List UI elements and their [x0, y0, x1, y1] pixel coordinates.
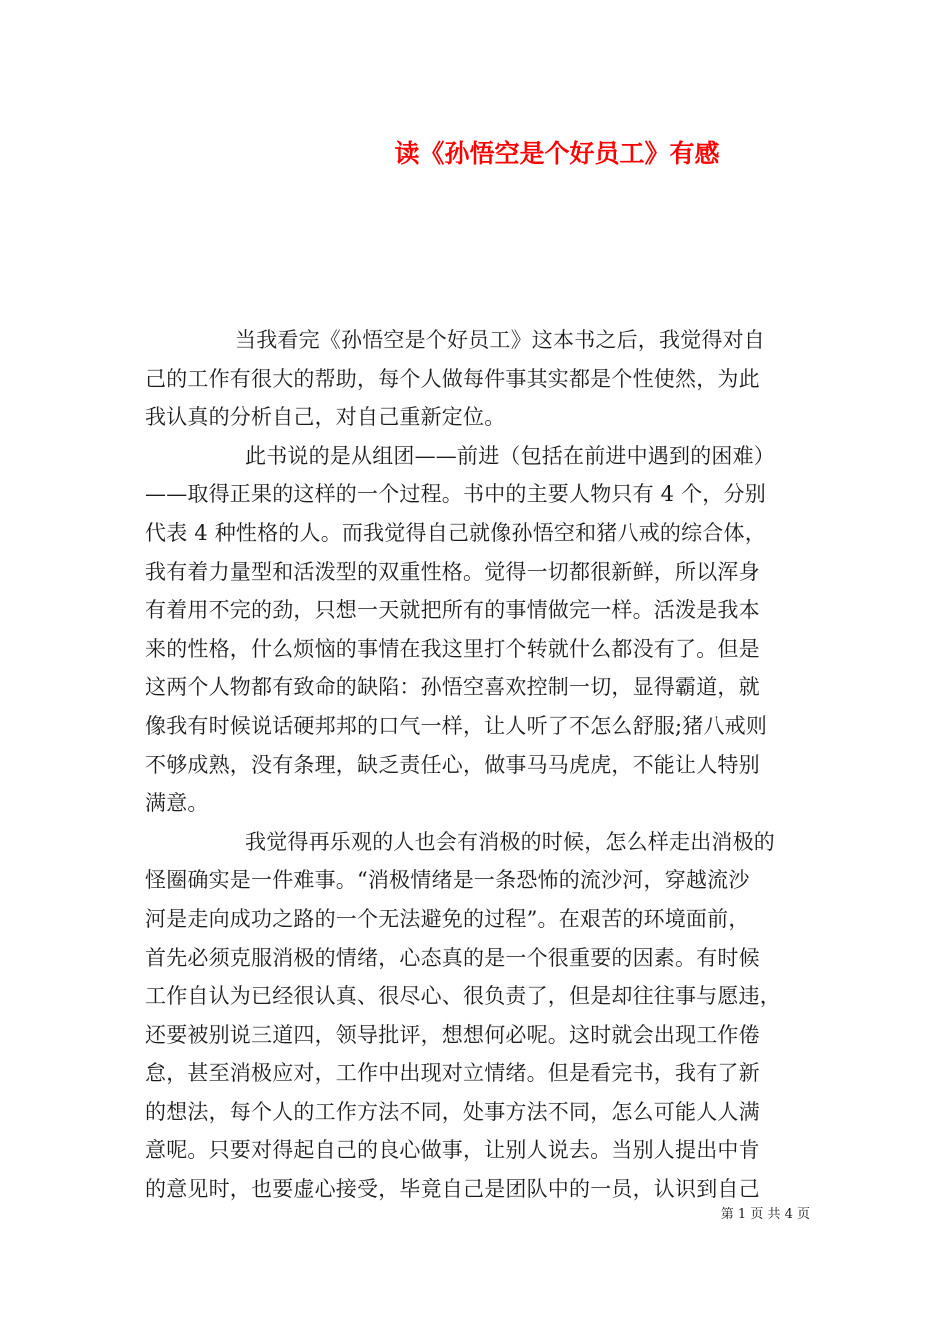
paragraph-line: 有着用不完的劲，只想一天就把所有的事情做完一样。活泼是我本 — [145, 598, 760, 623]
document-title: 读《孙悟空是个好员工》有感 — [394, 139, 720, 168]
paragraph-line: 还要被别说三道四，领导批评，想想何必呢。这时就会出现工作倦 — [145, 1022, 760, 1047]
paragraph-line: 我觉得再乐观的人也会有消极的时候，怎么样走出消极的 — [245, 829, 775, 854]
paragraph-line: 我有着力量型和活泼型的双重性格。觉得一切都很新鲜，所以浑身 — [145, 559, 760, 584]
paragraph-line: 当我看完《孙悟空是个好员工》这本书之后，我觉得对自 — [235, 328, 765, 352]
paragraph-line: 工作自认为已经很认真、很尽心、很负责了，但是却往往事与愿违， — [145, 984, 781, 1009]
paragraph-line: 来的性格，什么烦恼的事情在我这里打个转就什么都没有了。但是 — [145, 636, 760, 661]
paragraph-line: 代表 4 种性格的人。而我觉得自己就像孙悟空和猪八戒的综合体， — [145, 520, 766, 545]
paragraph-line: 首先必须克服消极的情绪，心态真的是一个很重要的因素。有时候 — [145, 945, 760, 970]
paragraph-line: 怠，甚至消极应对，工作中出现对立情绪。但是看完书，我有了新 — [145, 1061, 760, 1086]
paragraph-line: 的意见时，也要虚心接受，毕竟自己是团队中的一员，认识到自己 — [145, 1177, 760, 1202]
paragraph-line: 意呢。只要对得起自己的良心做事，让别人说去。当别人提出中肯 — [145, 1138, 760, 1163]
paragraph-line: 怪圈确实是一件难事。“消极情绪是一条恐怖的流沙河，穿越流沙 — [145, 868, 750, 893]
paragraph-line: 这两个人物都有致命的缺陷：孙悟空喜欢控制一切，显得霸道，就 — [145, 675, 760, 700]
paragraph-line: 满意。 — [145, 791, 209, 816]
paragraph-line: 的想法，每个人的工作方法不同，处事方法不同，怎么可能人人满 — [145, 1099, 760, 1124]
paragraph-1 — [145, 321, 815, 437]
paragraph-line: 像我有时候说话硬邦邦的口气一样，让人听了不怎么舒服;猪八戒则 — [145, 713, 768, 738]
paragraph-line: 此书说的是从组团——前进（包括在前进中遇到的困难） — [245, 443, 775, 468]
paragraph-line: 河是走向成功之路的一个无法避免的过程”。在艰苦的环境面前， — [145, 906, 750, 931]
paragraph-line: ——取得正果的这样的一个过程。书中的主要人物只有 4 个，分别 — [145, 482, 766, 507]
paragraph-line: 不够成熟，没有条理，缺乏责任心，做事马马虎虎，不能让人特别 — [145, 752, 760, 777]
paragraph-line: 己的工作有很大的帮助，每个人做每件事其实都是个性使然，为此 — [145, 366, 760, 391]
paragraph-3 — [145, 823, 815, 1209]
paragraph-line: 我认真的分析自己，对自己重新定位。 — [145, 405, 506, 430]
document-body — [145, 321, 815, 1209]
paragraph-2 — [145, 437, 815, 823]
page-number-footer: 第 1 页 共 4 页 — [720, 1207, 810, 1222]
